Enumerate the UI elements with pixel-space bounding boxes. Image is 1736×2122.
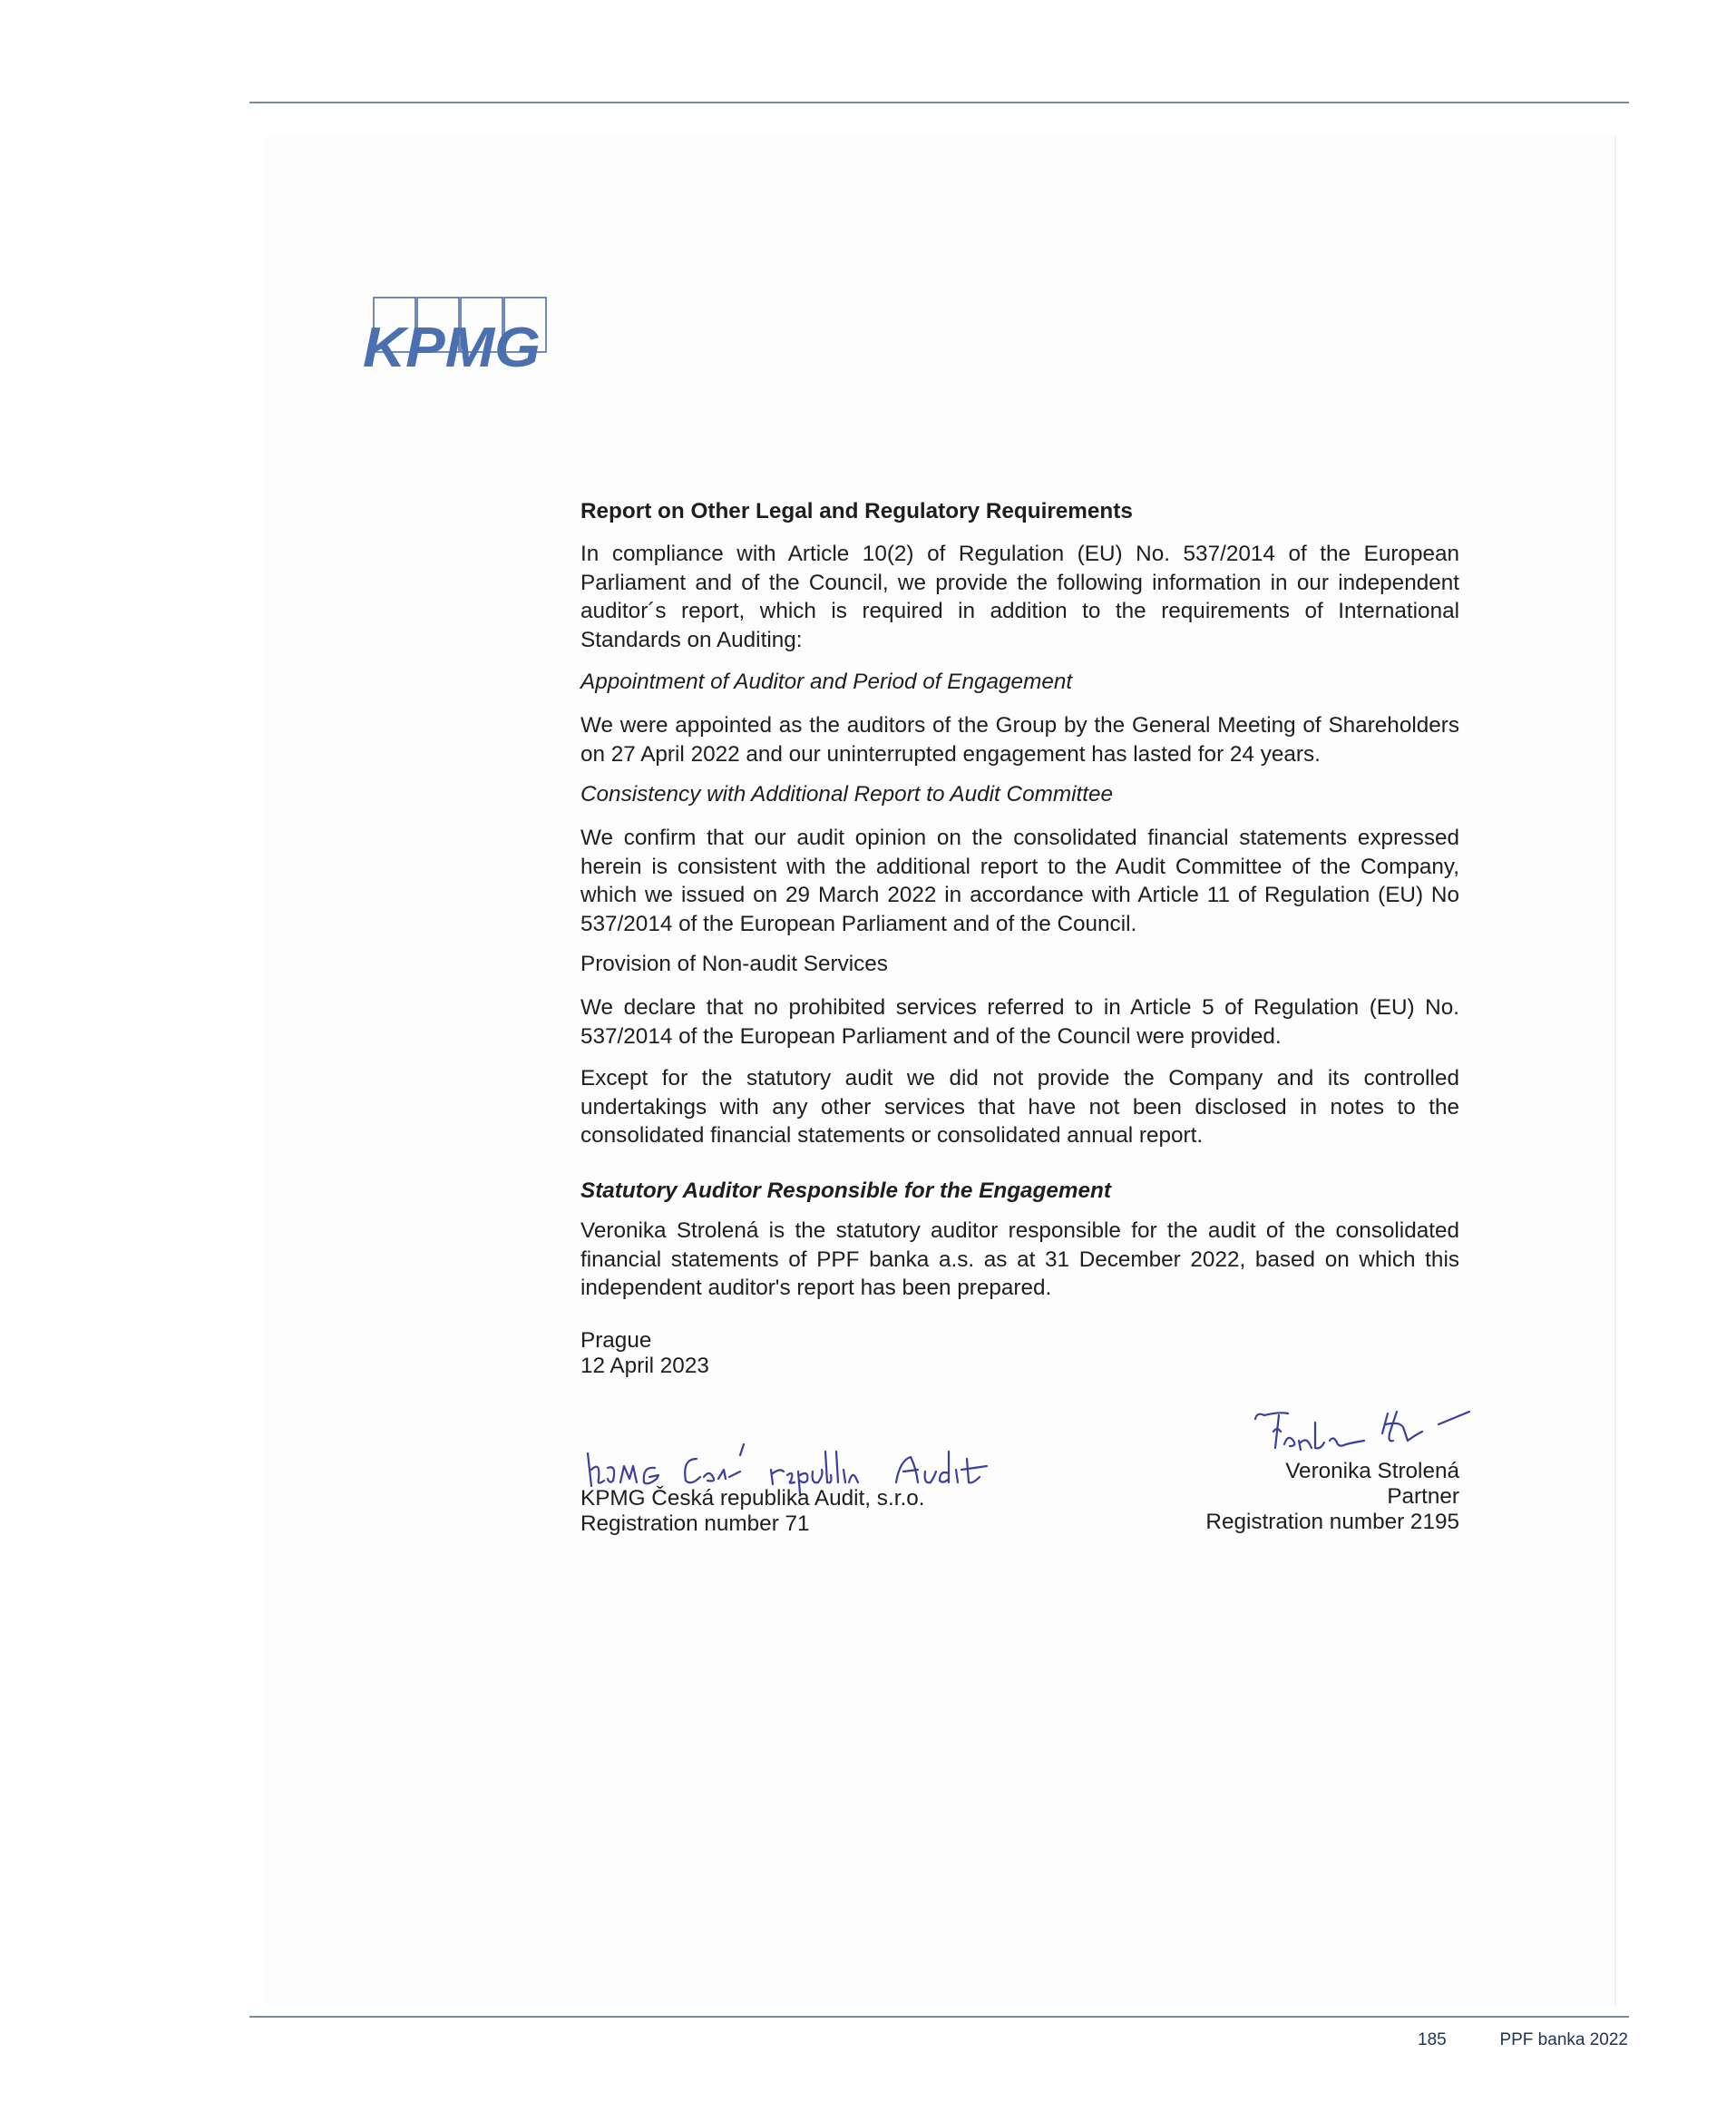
partner-name: Veronika Strolená	[1285, 1459, 1459, 1483]
kpmg-logo	[361, 296, 551, 372]
text-line: We confirm that our audit opinion on the consolidated financial statements expressed	[580, 826, 1459, 850]
place-date	[580, 1328, 1459, 1379]
paragraph-compliance	[580, 540, 1459, 654]
partner-registration: Registration number 2195	[1205, 1510, 1459, 1534]
date: 12 April 2023	[580, 1354, 709, 1378]
paragraph-consistency	[580, 824, 1459, 938]
section-heading: Report on Other Legal and Regulatory Requirements	[580, 499, 1133, 523]
text-line: independent auditor's report has been prepared.	[580, 1276, 1052, 1300]
subheading-appointment: Appointment of Auditor and Period of Engagement	[580, 670, 1073, 694]
paragraph-appointment	[580, 711, 1459, 768]
text-line: We were appointed as the auditors of the Group by the General Meeting of Shareholders	[580, 713, 1459, 738]
text-line: Except for the statutory audit we did not provide the Company and its controlled	[580, 1066, 1459, 1090]
place: Prague	[580, 1328, 652, 1353]
text-line: Parliament and of the Council, we provide the following information in our independent	[580, 570, 1459, 595]
text-line: In compliance with Article 10(2) of Regulation (EU) No. 537/2014 of the European	[580, 542, 1459, 566]
signatory-right	[580, 1459, 1459, 1535]
paragraph-other-services	[580, 1064, 1459, 1150]
text-line: Veronika Strolená is the statutory auditor responsible for the audit of the consolidated	[580, 1218, 1459, 1243]
subheading-non-audit: Provision of Non-audit Services	[580, 952, 888, 976]
top-rule	[249, 102, 1629, 103]
subheading-consistency: Consistency with Additional Report to Audit Committee	[580, 782, 1113, 807]
text-line: 537/2014 of the European Parliament and of the Council.	[580, 911, 1137, 936]
text-line: We declare that no prohibited services referred to in Article 5 of Regulation (EU) No.	[580, 995, 1459, 1020]
text-line: undertakings with any other services that have not been disclosed in notes to the	[580, 1094, 1459, 1120]
text-line: consolidated financial statements or consolidated annual report.	[580, 1123, 1204, 1148]
logo-text: KPMG	[363, 317, 541, 372]
signatory-company: KPMG Česká republika Audit, s.r.o.	[580, 1486, 925, 1511]
subheading-statutory-auditor: Statutory Auditor Responsible for the Engagement	[580, 1178, 1111, 1203]
text-line: financial statements of PPF banka a.s. as at 31 December 2022, based on which this	[580, 1247, 1459, 1272]
text-line: herein is consistent with the additional report to the Audit Committee of the Company,	[580, 854, 1459, 879]
partner-title: Partner	[1387, 1484, 1459, 1509]
signatory-registration: Registration number 71	[580, 1511, 810, 1536]
text-line: Standards on Auditing:	[580, 627, 803, 652]
page-number: 185	[1418, 2030, 1447, 2049]
paragraph-statutory-auditor	[580, 1217, 1459, 1303]
text-line: which we issued on 29 March 2022 in accordance with Article 11 of Regulation (EU) No	[580, 883, 1459, 907]
publication-title: PPF banka 2022	[1499, 2030, 1628, 2049]
text-line: auditor´s report, which is required in addition to the requirements of International	[580, 599, 1459, 623]
paragraph-prohibited-services	[580, 993, 1459, 1051]
text-line: on 27 April 2022 and our uninterrupted engagement has lasted for 24 years.	[580, 741, 1321, 767]
text-line: 537/2014 of the European Parliament and of the Council were provided.	[580, 1023, 1282, 1049]
bottom-rule	[249, 2016, 1629, 2018]
